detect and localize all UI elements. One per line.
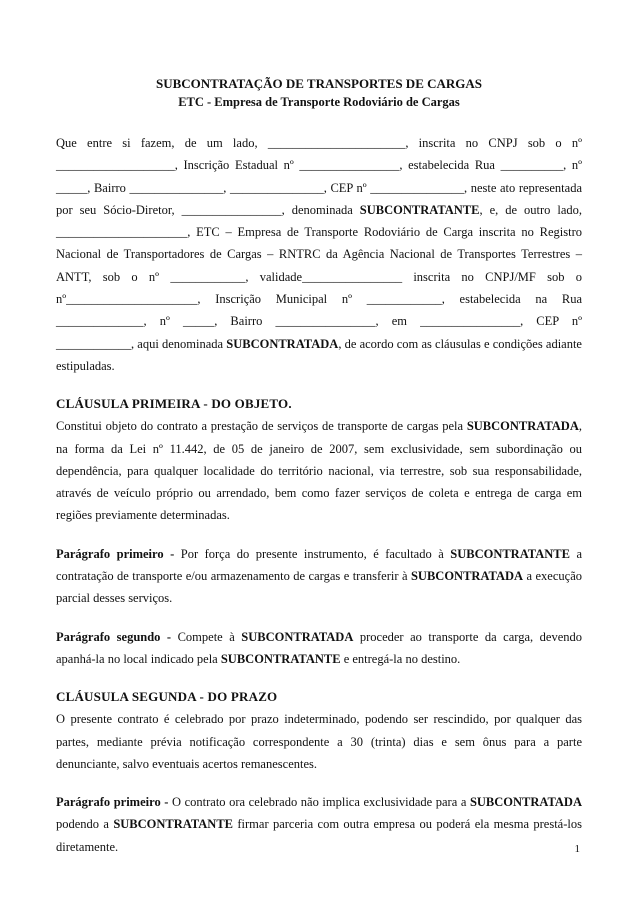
clause-text: Compete à <box>177 629 242 644</box>
blank-line: ____________ <box>56 336 131 351</box>
blank-line: __________ <box>500 158 564 173</box>
blank-line: ________________ <box>299 158 400 173</box>
clause-text: a contratação de transporte e/ou armazenamento de cargas e transferir à <box>56 546 582 584</box>
clause-text: , na forma da Lei nº 11.442, de 05 de janeiro de 2007, sem exclusividade, sem subordinação ou dependência, para qualquer localidade do território nacional, via terrestre, sob sua responsabilidade, através de veículo próprio ou arrendado, bem como fazer serviços de coleta e entrega de carga em regiões previamente determinadas. <box>56 419 582 523</box>
intro-text: , e, de outro lado, <box>479 202 583 217</box>
paragraph-label: Parágrafo primeiro - <box>56 795 172 810</box>
clause-body <box>56 415 582 526</box>
document-title: SUBCONTRATAÇÃO DE TRANSPORTES DE CARGAS <box>155 76 483 91</box>
intro-text: , Bairro <box>214 314 276 329</box>
intro-text: , Inscrição Estadual nº <box>174 158 300 173</box>
blank-line: ________________ <box>181 202 282 217</box>
blank-line: ________________ <box>302 269 403 284</box>
intro-text: , Inscrição Municipal nº <box>197 292 367 307</box>
intro-text: , inscrita no CNPJ sob o nº <box>405 136 583 150</box>
intro-text: , de acordo com as cláusulas e condições adiante estipuladas. <box>56 336 582 373</box>
blank-line: _______________ <box>229 180 324 195</box>
intro-text: Que entre si fazem, de um lado, <box>56 136 268 150</box>
intro-text: , nº <box>563 158 582 173</box>
party-name: SUBCONTRATADA <box>466 419 579 434</box>
intro-text: , aqui denominada <box>131 336 227 351</box>
clause-heading: CLÁUSULA SEGUNDA - DO PRAZO <box>56 689 278 705</box>
clause-text: O contrato ora celebrado não implica exclusividade para a <box>172 795 470 810</box>
clause-text: e entregá-la no destino. <box>340 651 461 666</box>
document-subtitle: ETC - Empresa de Transporte Rodoviário de Cargas <box>178 95 460 109</box>
paragraph-segundo <box>56 626 582 671</box>
clause-text: proceder ao transporte da carga, devendo apanhá-la no local indicado pela <box>56 629 582 666</box>
intro-text: inscrita no CNPJ/MF sob o nº <box>56 269 583 307</box>
blank-line: ________________ <box>275 314 376 329</box>
blank-line: ____________ <box>170 269 246 284</box>
intro-text: , CEP nº <box>323 180 371 195</box>
party-name-subcontratada: SUBCONTRATADA <box>226 336 339 351</box>
paragraph-primeiro <box>56 543 582 610</box>
intro-text: , estabelecida na Rua <box>441 292 582 307</box>
party-name: SUBCONTRATADA <box>241 629 354 644</box>
page-number: 1 <box>574 843 580 855</box>
party-name: SUBCONTRATANTE <box>220 651 341 666</box>
intro-text: , nº <box>143 314 183 329</box>
intro-text: , em <box>375 314 421 329</box>
clause-text: firmar parceria com outra empresa ou poderá ela mesma prestá-los diretamente. <box>56 817 582 854</box>
intro-text: , ETC – Empresa de Transporte Rodoviário de Carga inscrita no Registro Nacional de Transportadores de Cargas – RNTRC da Agência Nacional de Transportes Terrestres – ANTT, sob o nº <box>56 225 582 284</box>
blank-line: ________________ <box>420 314 521 329</box>
blank-line: _____ <box>56 180 88 195</box>
party-name: SUBCONTRATADA <box>469 795 582 810</box>
blank-line: _______________ <box>370 180 464 195</box>
blank-line: ______________ <box>56 314 144 329</box>
blank-line: ______________________ <box>267 136 406 150</box>
blank-line: ___________________ <box>56 158 175 173</box>
party-name: SUBCONTRATANTE <box>113 817 234 832</box>
intro-text: , <box>223 180 230 195</box>
blank-line: _____________________ <box>56 225 188 240</box>
party-name-subcontratante: SUBCONTRATANTE <box>359 202 480 217</box>
intro-text: , validade <box>245 269 303 284</box>
party-name: SUBCONTRATADA <box>410 569 524 584</box>
blank-line: ____________ <box>366 292 442 307</box>
intro-text: , estabelecida Rua <box>399 158 501 173</box>
clause-text: Por força do presente instrumento, é facultado à <box>180 546 451 561</box>
party-name: SUBCONTRATANTE <box>450 546 570 561</box>
intro-text: , Bairro <box>87 180 130 195</box>
clause-text: Constitui objeto do contrato a prestação de serviços de transporte de cargas pela <box>56 419 467 434</box>
clause-heading: CLÁUSULA PRIMEIRA - DO OBJETO. <box>56 396 292 412</box>
blank-line: _____________________ <box>66 292 198 307</box>
clause-body: O presente contrato é celebrado por prazo indeterminado, podendo ser rescindido, por qualquer das partes, mediante prévia notificação correspondente a 30 (trinta) dias e sem ônus para a parte denunciante, salvo eventuais acertos remanescentes. <box>56 712 582 771</box>
paragraph-primeiro <box>56 791 582 858</box>
blank-line: _______________ <box>129 180 224 195</box>
intro-text: , neste ato representada por seu Sócio-Diretor, <box>56 180 583 217</box>
blank-line: _____ <box>182 314 215 329</box>
clause-text: a execução parcial desses serviços. <box>56 569 582 606</box>
clause-text: podendo a <box>56 817 114 832</box>
intro-paragraph <box>56 132 582 377</box>
paragraph-label: Parágrafo primeiro - <box>56 546 181 561</box>
intro-text: , CEP nº <box>520 314 582 329</box>
intro-text: , denominada <box>281 202 360 217</box>
paragraph-label: Parágrafo segundo - <box>56 629 178 644</box>
